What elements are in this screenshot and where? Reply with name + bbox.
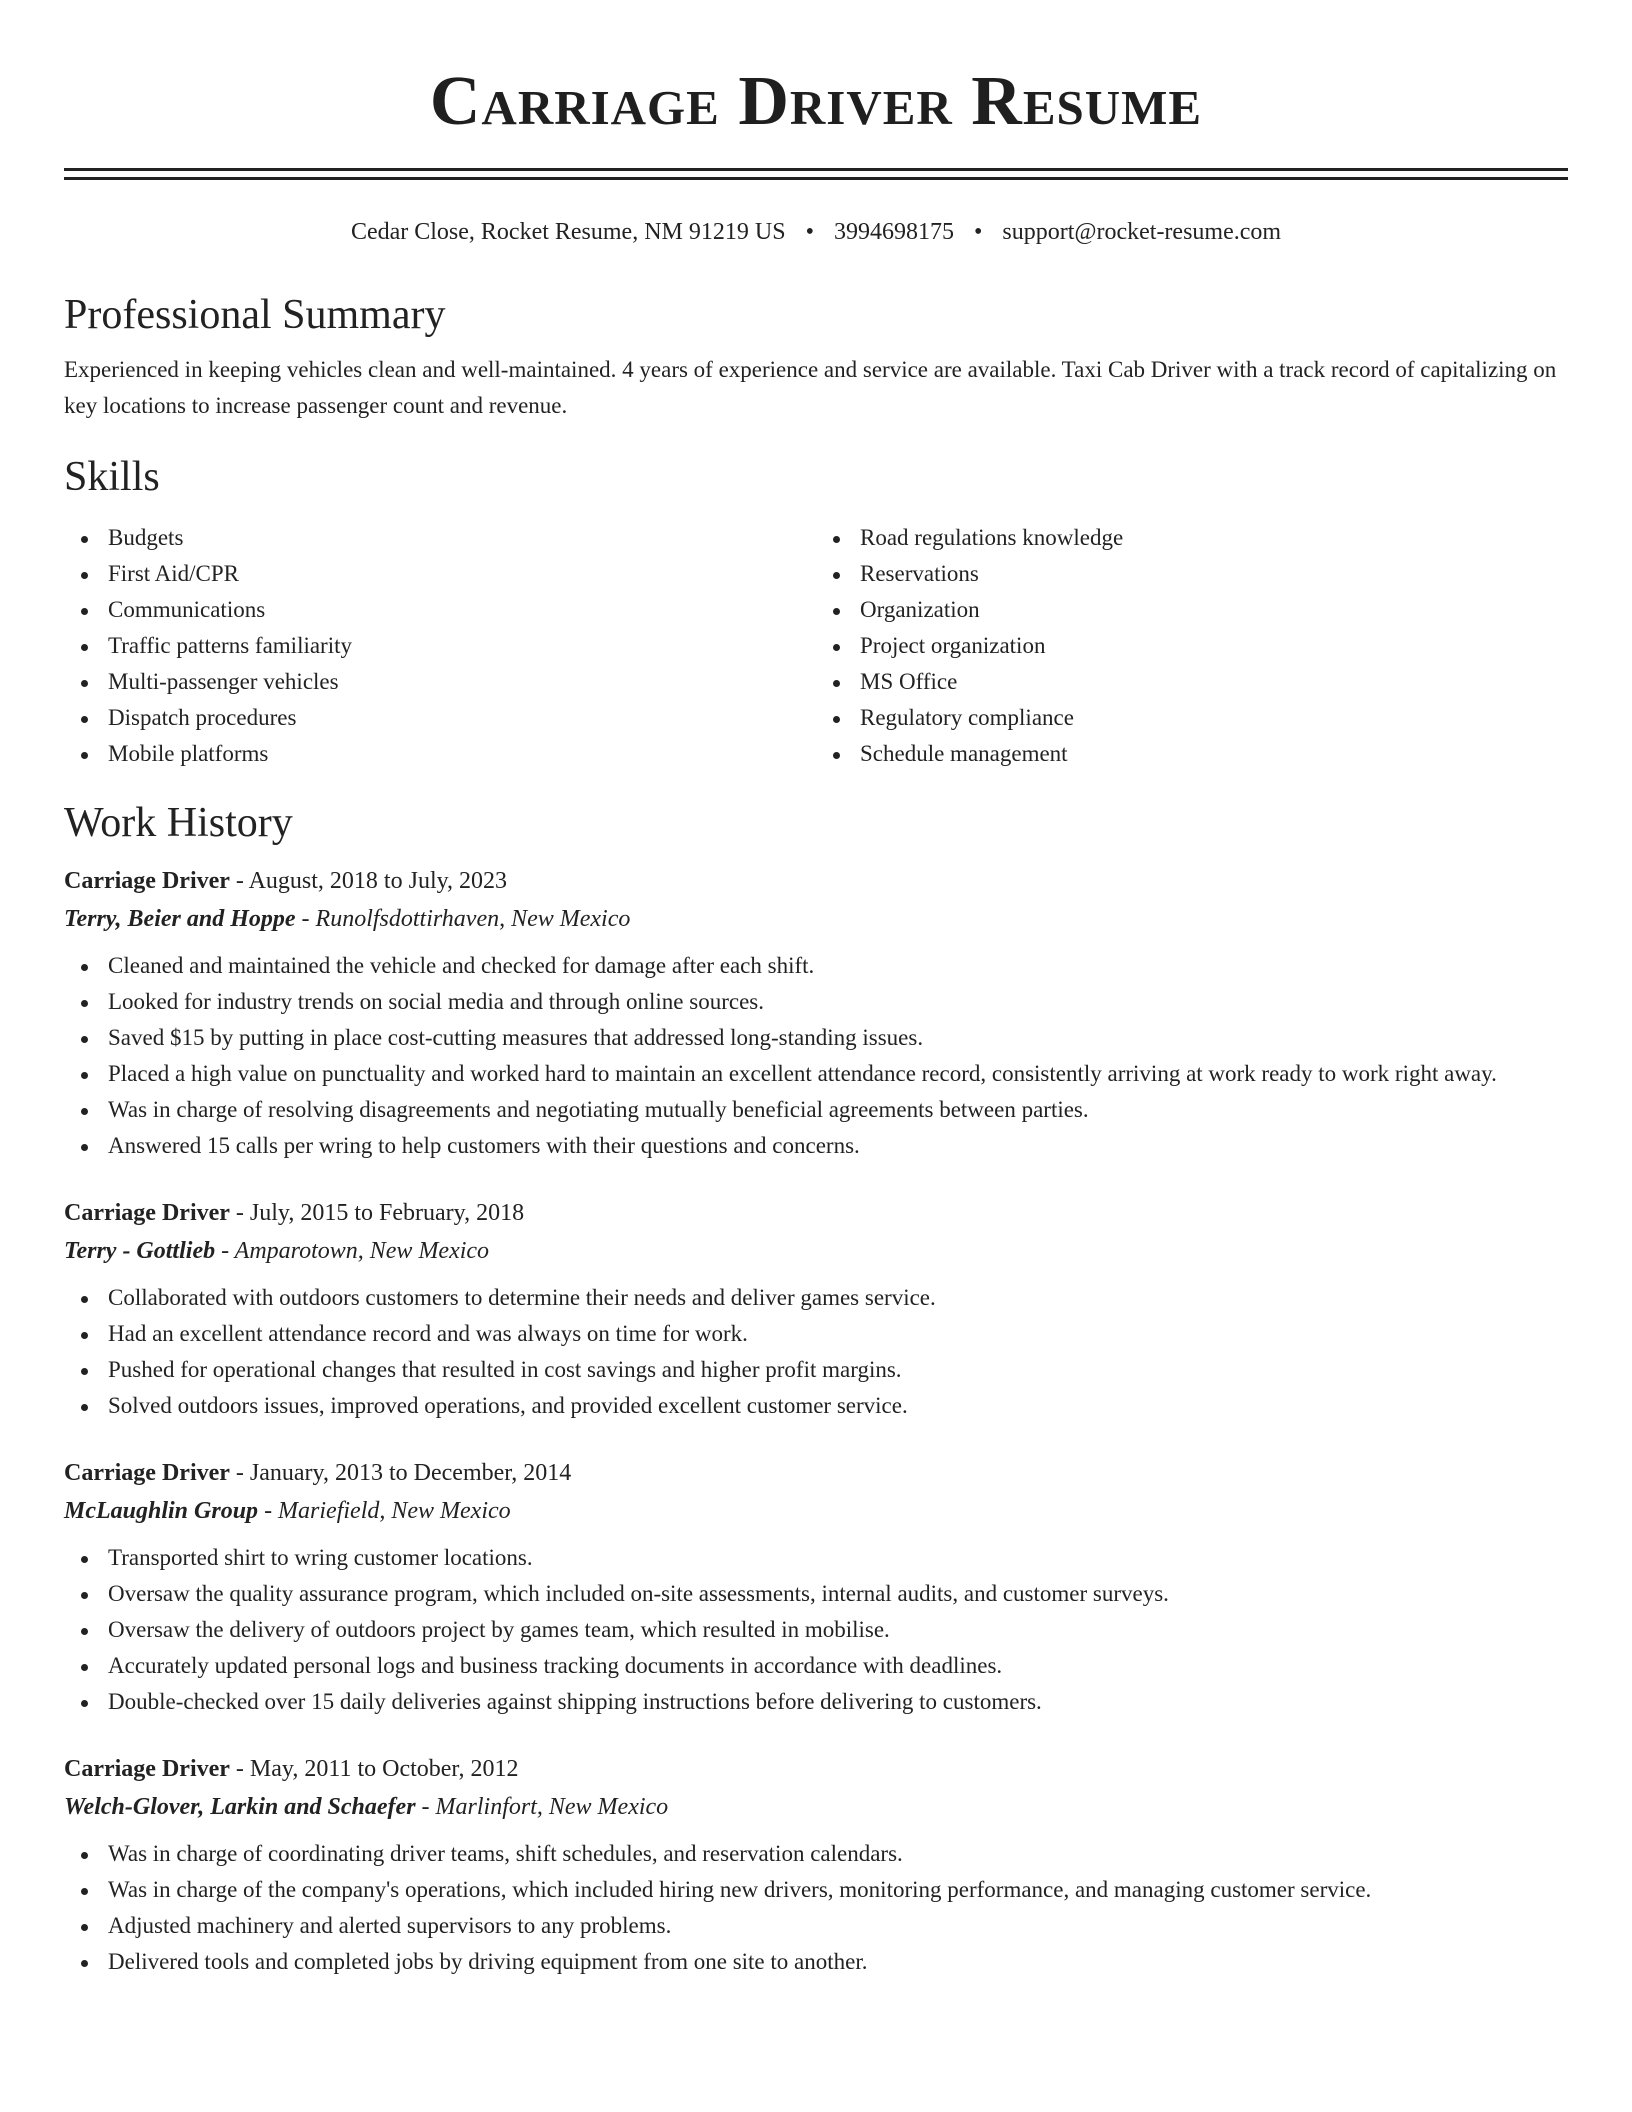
job-title: Carriage Driver <box>64 1756 230 1782</box>
resume-title: Carriage Driver Resume <box>429 63 1203 140</box>
skills-list-right <box>816 520 1568 772</box>
job-employer <box>64 1232 1568 1270</box>
job-entry <box>64 1454 1568 1720</box>
job-bullet: Was in charge of resolving disagreements and negotiating mutually beneficial agreements between parties. <box>108 1092 1568 1128</box>
title-rule-bottom <box>64 177 1568 180</box>
summary-text: Experienced in keeping vehicles clean and well-maintained. 4 years of experience and service are available. Taxi Cab Driver with a track record of capitalizing on key locations to increase passenger count and revenue. <box>64 357 1557 418</box>
skill-item: Communications <box>108 592 816 628</box>
job-title: Carriage Driver <box>64 868 230 894</box>
job-bullet: Adjusted machinery and alerted supervisors to any problems. <box>108 1908 1568 1944</box>
skill-item: Dispatch procedures <box>108 700 816 736</box>
skill-item: Traffic patterns familiarity <box>108 628 816 664</box>
job-bullets <box>64 948 1568 1164</box>
skill-item: Road regulations knowledge <box>860 520 1568 556</box>
job-bullet: Solved outdoors issues, improved operations, and provided excellent customer service. <box>108 1388 1568 1424</box>
title-double-rule <box>64 168 1568 180</box>
job-bullets <box>64 1836 1568 1980</box>
contact-email: support@rocket-resume.com <box>1002 219 1282 245</box>
skill-item: MS Office <box>860 664 1568 700</box>
skill-item: Organization <box>860 592 1568 628</box>
job-company: McLaughlin Group <box>64 1498 259 1524</box>
job-company: Welch-Glover, Larkin and Schaefer <box>64 1794 416 1820</box>
job-location: - Amparotown, New Mexico <box>215 1238 490 1264</box>
job-location: - Runolfsdottirhaven, New Mexico <box>295 906 631 932</box>
job-dates: - January, 2013 to December, 2014 <box>229 1460 572 1486</box>
job-bullet: Placed a high value on punctuality and worked hard to maintain an excellent attendance record, consistently arriving at work ready to work right away. <box>108 1056 1568 1092</box>
skill-item: First Aid/CPR <box>108 556 816 592</box>
skill-item: Project organization <box>860 628 1568 664</box>
contact-address: Cedar Close, Rocket Resume, NM 91219 US <box>350 219 786 245</box>
job-entry <box>64 862 1568 1164</box>
job-location: - Marlinfort, New Mexico <box>415 1794 669 1820</box>
job-bullet: Looked for industry trends on social media and through online sources. <box>108 984 1568 1020</box>
skill-item: Mobile platforms <box>108 736 816 772</box>
job-bullet: Had an excellent attendance record and was always on time for work. <box>108 1316 1568 1352</box>
job-dates: - July, 2015 to February, 2018 <box>229 1200 525 1226</box>
job-header <box>64 1750 1568 1788</box>
skills-heading: Skills <box>64 454 160 500</box>
job-bullet: Pushed for operational changes that resulted in cost savings and higher profit margins. <box>108 1352 1568 1388</box>
skills-columns <box>64 520 1568 772</box>
job-dates: - August, 2018 to July, 2023 <box>229 868 508 894</box>
job-location: - Mariefield, New Mexico <box>258 1498 511 1524</box>
job-bullets <box>64 1280 1568 1424</box>
summary-heading: Professional Summary <box>64 292 446 338</box>
work-history-heading: Work History <box>64 800 293 846</box>
job-bullet: Transported shirt to wring customer locations. <box>108 1540 1568 1576</box>
job-bullet: Answered 15 calls per wring to help customers with their questions and concerns. <box>108 1128 1568 1164</box>
job-entry <box>64 1750 1568 1980</box>
job-header <box>64 862 1568 900</box>
job-header <box>64 1194 1568 1232</box>
job-bullet: Was in charge of the company's operations, which included hiring new drivers, monitoring performance, and managing customer service. <box>108 1872 1568 1908</box>
skill-item: Reservations <box>860 556 1568 592</box>
contact-phone: 3994698175 <box>833 219 954 245</box>
job-bullet: Oversaw the quality assurance program, which included on-site assessments, internal audits, and customer surveys. <box>108 1576 1568 1612</box>
job-employer <box>64 900 1568 938</box>
title-rule-top <box>64 168 1568 171</box>
job-title: Carriage Driver <box>64 1200 230 1226</box>
contact-separator: • <box>805 219 814 245</box>
job-bullet: Accurately updated personal logs and business tracking documents in accordance with deadlines. <box>108 1648 1568 1684</box>
job-entry <box>64 1194 1568 1424</box>
skill-item: Schedule management <box>860 736 1568 772</box>
skills-list-left <box>64 520 816 772</box>
job-bullet: Delivered tools and completed jobs by driving equipment from one site to another. <box>108 1944 1568 1980</box>
job-company: Terry - Gottlieb <box>64 1238 216 1264</box>
job-header <box>64 1454 1568 1492</box>
job-company: Terry, Beier and Hoppe <box>64 906 296 932</box>
job-bullet: Oversaw the delivery of outdoors project by games team, which resulted in mobilise. <box>108 1612 1568 1648</box>
job-bullet: Was in charge of coordinating driver teams, shift schedules, and reservation calendars. <box>108 1836 1568 1872</box>
job-title: Carriage Driver <box>64 1460 230 1486</box>
job-employer <box>64 1492 1568 1530</box>
job-bullet: Collaborated with outdoors customers to determine their needs and deliver games service. <box>108 1280 1568 1316</box>
contact-separator: • <box>973 219 983 245</box>
contact-line <box>64 216 1568 248</box>
job-bullet: Cleaned and maintained the vehicle and checked for damage after each shift. <box>108 948 1568 984</box>
job-bullet: Double-checked over 15 daily deliveries against shipping instructions before delivering to customers. <box>108 1684 1568 1720</box>
job-dates: - May, 2011 to October, 2012 <box>229 1756 519 1782</box>
job-bullets <box>64 1540 1568 1720</box>
job-bullet: Saved $15 by putting in place cost-cutting measures that addressed long-standing issues. <box>108 1020 1568 1056</box>
skill-item: Budgets <box>108 520 816 556</box>
skill-item: Regulatory compliance <box>860 700 1568 736</box>
job-employer <box>64 1788 1568 1826</box>
skill-item: Multi-passenger vehicles <box>108 664 816 700</box>
